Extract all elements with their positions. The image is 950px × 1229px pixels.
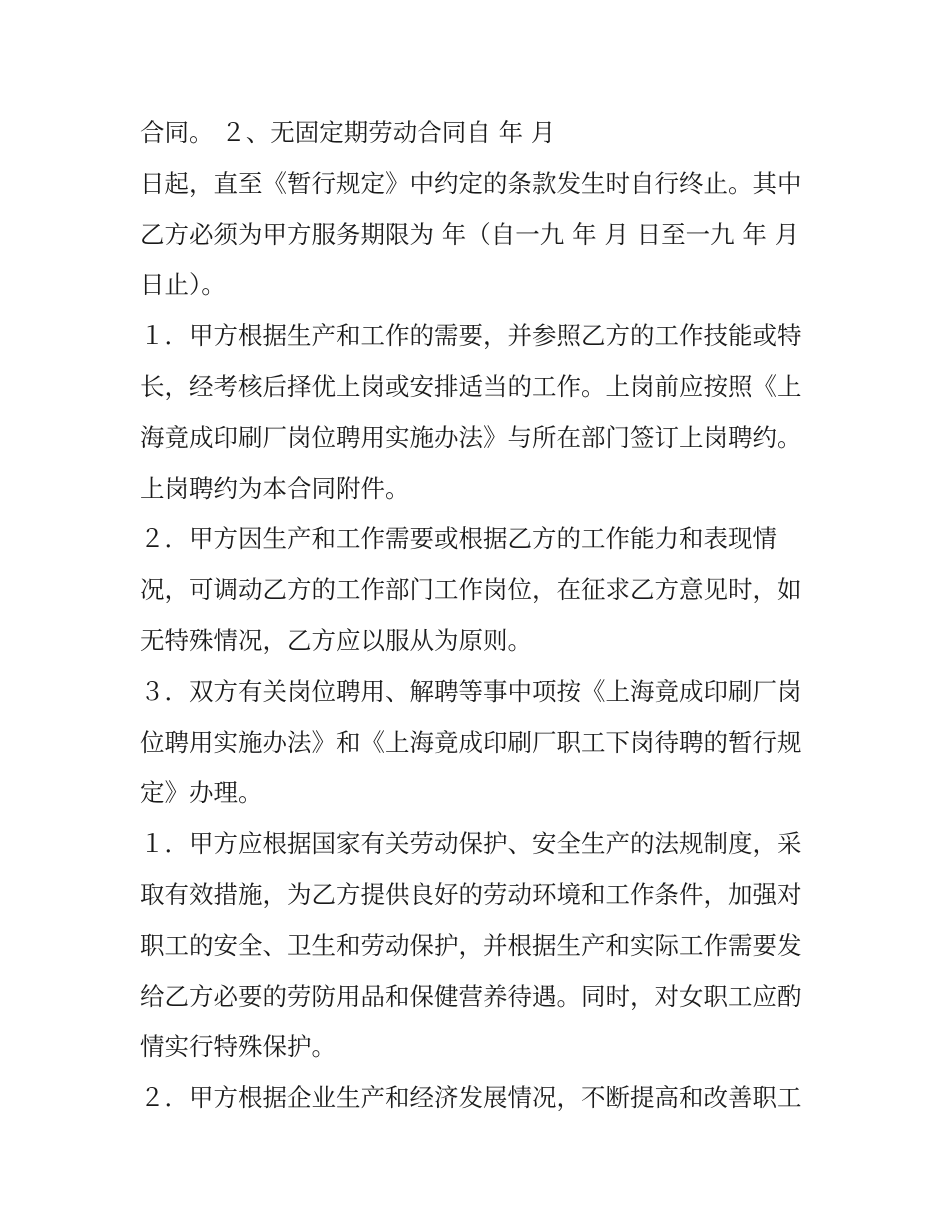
paragraph-contract-term bbox=[140, 108, 812, 159]
document-body bbox=[140, 108, 812, 1124]
paragraph-clause-2-transfer bbox=[140, 514, 812, 666]
text-line: 合同。 ２、无固定期劳动合同自 年 月 bbox=[140, 118, 556, 147]
text-line: 况，可调动乙方的工作部门工作岗位，在征求乙方意见时，如 bbox=[140, 575, 802, 605]
text-line: 职工的安全、卫生和劳动保护，并根据生产和实际工作需要发 bbox=[140, 930, 802, 960]
paragraph-open-ended-contract bbox=[140, 159, 812, 311]
text-line: 海竟成印刷厂岗位聘用实施办法》与所在部门签订上岗聘约。 bbox=[140, 422, 802, 452]
text-line: ３．双方有关岗位聘用、解聘等事中项按《上海竟成印刷厂岗 bbox=[140, 676, 802, 706]
paragraph-clause-2-welfare bbox=[140, 1073, 812, 1124]
text-line: 情实行特殊保护。 bbox=[140, 1032, 336, 1062]
text-line: 位聘用实施办法》和《上海竟成印刷厂职工下岗待聘的暂行规 bbox=[140, 727, 802, 757]
text-line: 无特殊情况，乙方应以服从为原则。 bbox=[140, 625, 532, 655]
text-line: ２．甲方根据企业生产和经济发展情况，不断提高和改善职工 bbox=[140, 1083, 802, 1113]
paragraph-clause-3-hiring bbox=[140, 667, 812, 819]
text-line: 给乙方必要的劳防用品和保健营养待遇。同时，对女职工应酌 bbox=[140, 981, 802, 1011]
text-line: 定》办理。 bbox=[140, 778, 263, 808]
text-line: １．甲方应根据国家有关劳动保护、安全生产的法规制度，采 bbox=[140, 829, 802, 859]
text-line: １．甲方根据生产和工作的需要，并参照乙方的工作技能或特 bbox=[140, 321, 802, 351]
text-line: 长，经考核后择优上岗或安排适当的工作。上岗前应按照《上 bbox=[140, 371, 802, 401]
paragraph-clause-1-labor-protection bbox=[140, 819, 812, 1073]
text-line: 日止）。 bbox=[140, 270, 226, 300]
paragraph-clause-1-assignment bbox=[140, 311, 812, 514]
text-line: 上岗聘约为本合同附件。 bbox=[140, 473, 410, 503]
text-line: 取有效措施，为乙方提供良好的劳动环境和工作条件，加强对 bbox=[140, 879, 802, 909]
text-line: ２．甲方因生产和工作需要或根据乙方的工作能力和表现情 bbox=[140, 524, 777, 554]
text-line: 乙方必须为甲方服务期限为 年（自一九 年 月 日至一九 年 月 bbox=[140, 219, 800, 249]
text-line: 日起，直至《暂行规定》中约定的条款发生时自行终止。其中 bbox=[140, 168, 802, 198]
